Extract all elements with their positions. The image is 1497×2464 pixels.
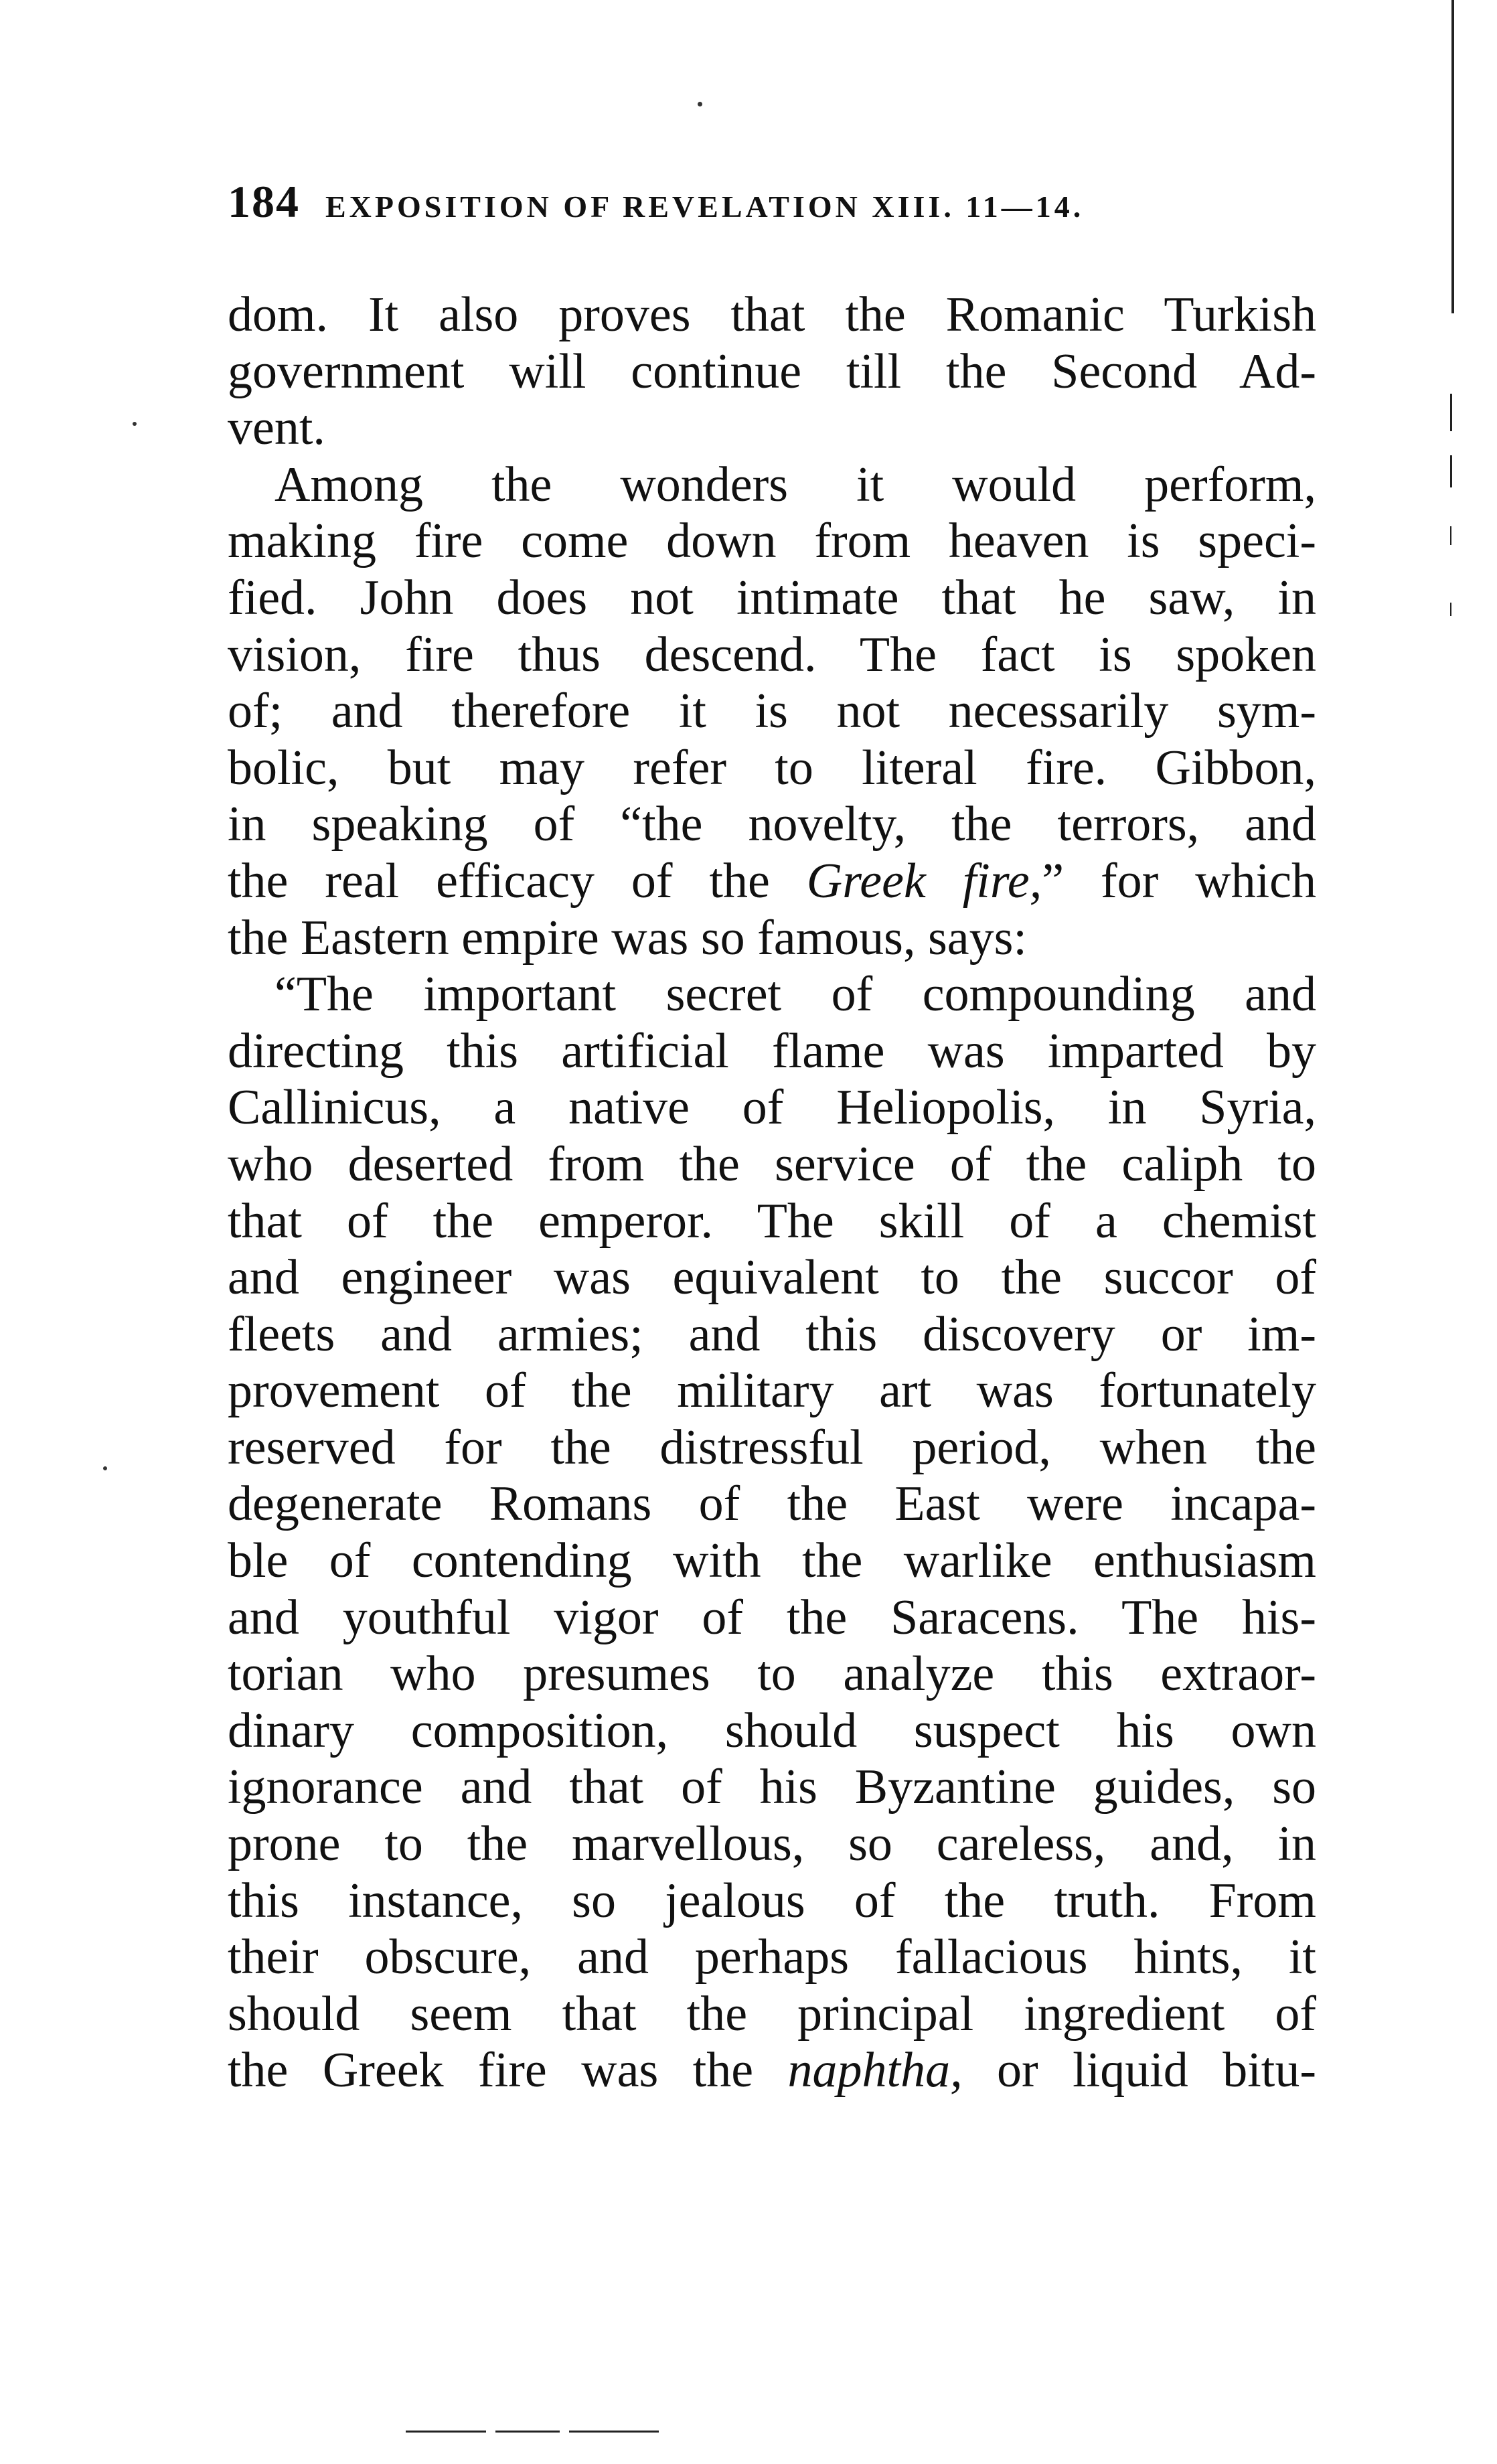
text-line: torian who presumes to analyze this extraor- bbox=[228, 1646, 1316, 1702]
text-line: in speaking of “the novelty, the terrors, and bbox=[228, 797, 1316, 852]
text-line: ble of contending with the warlike enthusiasm bbox=[228, 1533, 1316, 1589]
line-text-before: the Greek fire was the bbox=[228, 2043, 788, 2098]
text-line: vision, fire thus descend. The fact is spoken bbox=[228, 627, 1316, 682]
line-text-after: ” for which bbox=[1042, 853, 1317, 909]
scan-speck bbox=[698, 102, 702, 106]
text-line: dinary composition, should suspect his own bbox=[228, 1703, 1316, 1758]
text-line: their obscure, and perhaps fallacious hints, it bbox=[228, 1930, 1316, 1985]
page-edge-mark bbox=[1450, 603, 1451, 616]
text-line: fied. John does not intimate that he saw, in bbox=[228, 570, 1316, 625]
text-line: dom. It also proves that the Romanic Turkish bbox=[228, 287, 1316, 342]
text-line: and youthful vigor of the Saracens. The his- bbox=[228, 1590, 1316, 1645]
text-line: ignorance and that of his Byzantine guides, so bbox=[228, 1760, 1316, 1815]
body-text bbox=[228, 287, 1316, 2099]
page-edge-mark bbox=[1451, 0, 1454, 313]
paragraph-start-line: Among the wonders it would perform, bbox=[274, 457, 1316, 512]
text-line-with-italic bbox=[228, 853, 1316, 910]
text-line: vent. bbox=[228, 400, 325, 456]
line-text-after: or liquid bitu- bbox=[962, 2043, 1316, 2098]
page-edge-mark bbox=[1450, 455, 1452, 487]
text-line: Callinicus, a native of Heliopolis, in Syria, bbox=[228, 1080, 1316, 1136]
line-text-before: the real efficacy of the bbox=[228, 853, 807, 909]
text-line: making fire come down from heaven is speci- bbox=[228, 514, 1316, 569]
text-line: should seem that the principal ingredient of bbox=[228, 1986, 1316, 2042]
text-line: this instance, so jealous of the truth. From bbox=[228, 1873, 1316, 1928]
text-line: and engineer was equivalent to the succor of bbox=[228, 1250, 1316, 1306]
text-line: fleets and armies; and this discovery or im- bbox=[228, 1306, 1316, 1362]
text-line-with-italic bbox=[228, 2042, 1316, 2099]
footer-rule bbox=[406, 2431, 659, 2433]
text-line: of; and therefore it is not necessarily sym- bbox=[228, 684, 1316, 739]
page-number: 184 bbox=[228, 176, 300, 227]
text-line: that of the emperor. The skill of a chemist bbox=[228, 1193, 1316, 1249]
italic-term-naphtha: naphtha, bbox=[787, 2043, 963, 2098]
text-line: who deserted from the service of the caliph to bbox=[228, 1136, 1316, 1192]
text-line: directing this artificial flame was imparted by bbox=[228, 1023, 1316, 1079]
text-line: provement of the military art was fortunately bbox=[228, 1363, 1316, 1419]
scan-speck bbox=[133, 422, 137, 426]
page-edge-mark bbox=[1450, 394, 1452, 431]
page-header bbox=[228, 175, 1312, 229]
text-line: degenerate Romans of the East were incapa- bbox=[228, 1476, 1316, 1532]
running-title: EXPOSITION OF REVELATION XIII. 11—14. bbox=[325, 189, 1085, 224]
italic-term-greek-fire: Greek fire, bbox=[806, 853, 1042, 909]
quote-start-line: “The important secret of compounding and bbox=[274, 967, 1316, 1022]
text-line: the Eastern empire was so famous, says: bbox=[228, 910, 1027, 966]
text-line: bolic, but may refer to literal fire. Gibbon, bbox=[228, 740, 1316, 795]
text-line: reserved for the distressful period, when the bbox=[228, 1419, 1316, 1475]
text-line: government will continue till the Second Ad- bbox=[228, 343, 1316, 399]
scan-speck bbox=[103, 1466, 107, 1470]
text-line: prone to the marvellous, so careless, and, in bbox=[228, 1817, 1316, 1872]
page-edge-mark bbox=[1450, 526, 1451, 545]
